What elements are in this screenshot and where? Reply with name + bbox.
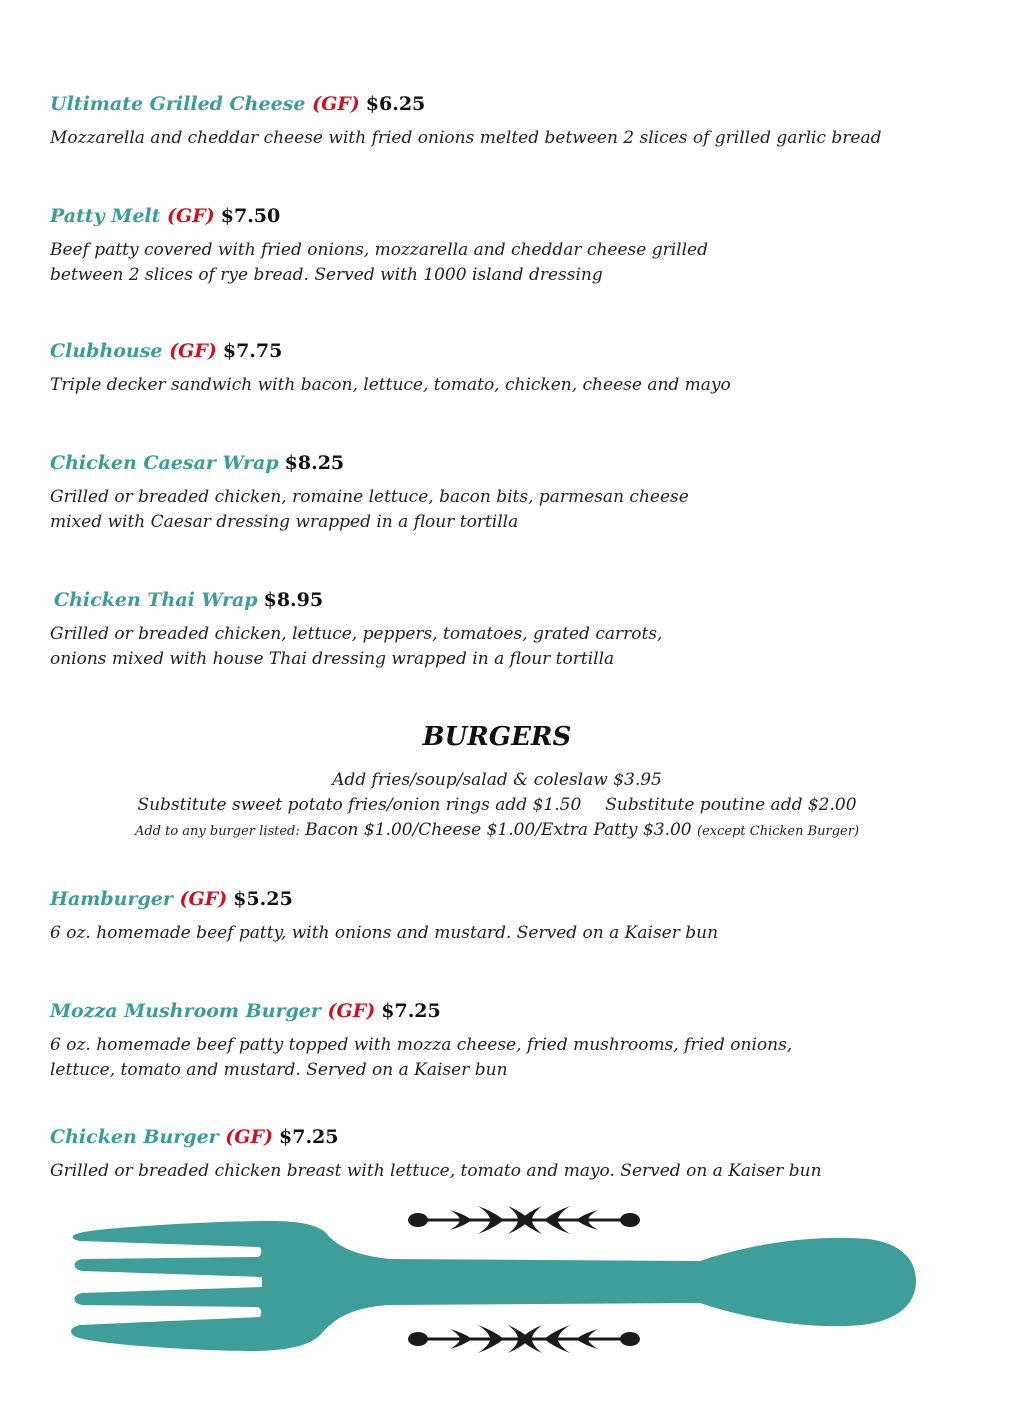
fork-icon: [0, 1195, 1024, 1375]
item-title: [50, 1125, 990, 1149]
note-suffix: (except Chicken Burger): [697, 824, 860, 839]
burger-notes: [0, 768, 994, 844]
menu-item: [50, 588, 994, 672]
description-line: 6 oz. homemade beef patty, with onions and mustard. Served on a Kaiser bun: [50, 923, 719, 943]
item-description: [50, 1033, 990, 1083]
item-title: [50, 92, 990, 116]
item-price: $7.75: [222, 340, 283, 362]
item-price: $8.25: [284, 452, 345, 474]
menu-item: [50, 451, 990, 535]
item-title: [54, 588, 994, 612]
item-title: [50, 204, 990, 228]
description-line: Mozzarella and cheddar cheese with fried onions melted between 2 slices of grilled garlic bread: [50, 128, 882, 148]
item-description: [50, 485, 990, 535]
ornament-top: [408, 1206, 640, 1234]
gf-badge: (GF): [312, 93, 360, 115]
gf-badge: (GF): [327, 1000, 376, 1022]
item-description: [50, 373, 990, 398]
item-title: [50, 339, 990, 363]
note-line: [0, 793, 994, 818]
menu-item: [50, 887, 990, 946]
item-price: $5.25: [233, 888, 293, 910]
ornament-bottom: [408, 1325, 640, 1353]
gf-badge: (GF): [179, 888, 228, 910]
menu-item: [50, 92, 990, 151]
description-line: onions mixed with house Thai dressing wrapped in a flour tortilla: [50, 649, 615, 669]
description-line: Grilled or breaded chicken breast with lettuce, tomato and mayo. Served on a Kaiser bun: [50, 1161, 822, 1181]
item-name: Hamburger: [50, 888, 173, 910]
description-line: Grilled or breaded chicken, romaine lettuce, bacon bits, parmesan cheese: [50, 487, 689, 507]
gf-badge: (GF): [167, 205, 215, 227]
item-name: Patty Melt: [50, 205, 161, 227]
menu-item: [50, 999, 990, 1083]
item-name: Chicken Burger: [50, 1126, 219, 1148]
item-name: Clubhouse: [50, 340, 163, 362]
item-title: [50, 451, 990, 475]
menu-item: [50, 339, 990, 398]
note-prefix: Add to any burger listed:: [134, 824, 300, 839]
description-line: Beef patty covered with fried onions, mozzarella and cheddar cheese grilled: [50, 240, 708, 260]
menu-item: [50, 1125, 990, 1184]
item-name: Chicken Caesar Wrap: [50, 452, 279, 474]
note-line: Add fries/soup/salad & coleslaw $3.95: [332, 770, 662, 790]
description-line: mixed with Caesar dressing wrapped in a flour tortilla: [50, 512, 519, 532]
fork-shape: [71, 1221, 916, 1351]
description-line: lettuce, tomato and mustard. Served on a Kaiser bun: [50, 1060, 508, 1080]
section-title: BURGERS: [422, 722, 572, 752]
item-price: $7.25: [381, 1000, 441, 1022]
description-line: Triple decker sandwich with bacon, lettuce, tomato, chicken, cheese and mayo: [50, 375, 731, 395]
item-name: Ultimate Grilled Cheese: [50, 93, 306, 115]
note-addons: Bacon $1.00/Cheese $1.00/Extra Patty $3.00: [305, 820, 692, 840]
item-description: [50, 921, 990, 946]
note-poutine: Substitute poutine add $2.00: [605, 795, 857, 815]
gf-badge: (GF): [225, 1126, 273, 1148]
menu-item: [50, 204, 990, 288]
item-price: $8.95: [263, 589, 324, 611]
item-description: [50, 126, 990, 151]
description-line: between 2 slices of rye bread. Served with 1000 island dressing: [50, 265, 603, 285]
gf-badge: (GF): [169, 340, 217, 362]
item-description: [50, 1159, 990, 1184]
item-description: [50, 238, 990, 288]
description-line: 6 oz. homemade beef patty topped with mozza cheese, fried mushrooms, fried onions,: [50, 1035, 793, 1055]
item-description: [50, 622, 994, 672]
description-line: Grilled or breaded chicken, lettuce, peppers, tomatoes, grated carrots,: [50, 624, 663, 644]
item-name: Mozza Mushroom Burger: [50, 1000, 321, 1022]
item-name: Chicken Thai Wrap: [54, 589, 258, 611]
note-sweet-potato: Substitute sweet potato fries/onion rings add $1.50: [137, 795, 582, 815]
item-price: $6.25: [365, 93, 426, 115]
item-title: [50, 887, 990, 911]
item-title: [50, 999, 990, 1023]
item-price: $7.25: [279, 1126, 339, 1148]
note-line: [0, 818, 994, 844]
item-price: $7.50: [220, 205, 281, 227]
